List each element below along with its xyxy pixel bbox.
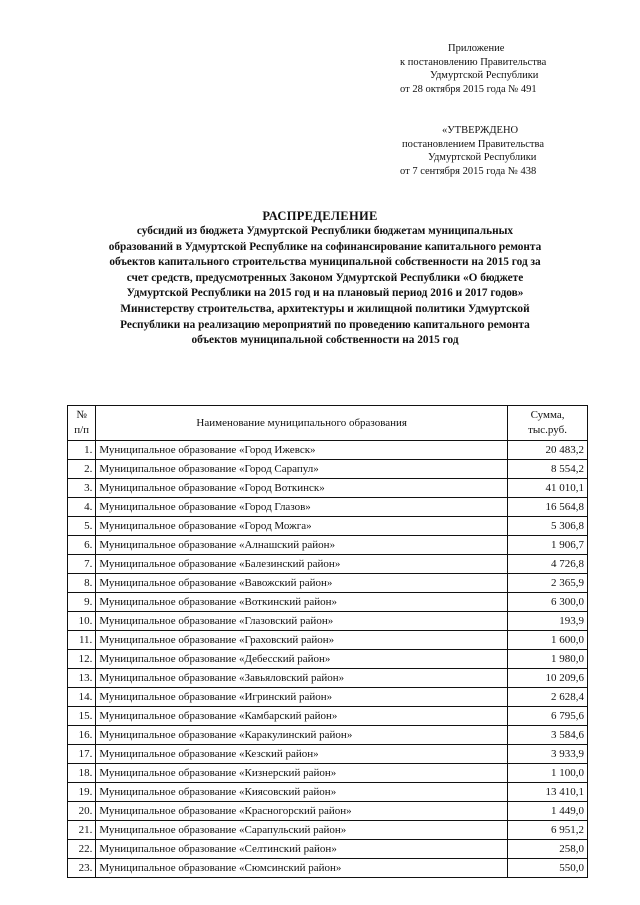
table-body — [68, 441, 588, 878]
row-number: 16. — [68, 726, 96, 745]
table-row — [68, 593, 588, 612]
row-sum: 2 628,4 — [508, 688, 588, 707]
row-number: 19. — [68, 783, 96, 802]
subtitle-line: субсидий из бюджета Удмуртской Республики бюджетам муниципальных — [136, 225, 514, 237]
header-sum-line-2: тыс.руб. — [528, 424, 567, 436]
row-number: 1. — [68, 441, 96, 460]
row-sum: 3 933,9 — [508, 745, 588, 764]
row-name: Муниципальное образование «Завьяловский район» — [96, 669, 508, 688]
row-name: Муниципальное образование «Воткинский район» — [96, 593, 508, 612]
row-number: 23. — [68, 859, 96, 878]
row-sum: 41 010,1 — [508, 479, 588, 498]
row-sum: 6 951,2 — [508, 821, 588, 840]
row-number: 2. — [68, 460, 96, 479]
row-number: 15. — [68, 707, 96, 726]
table-row — [68, 612, 588, 631]
table-row — [68, 859, 588, 878]
row-name: Муниципальное образование «Балезинский район» — [96, 555, 508, 574]
document-title: РАСПРЕДЕЛЕНИЕ — [262, 209, 378, 223]
table-row — [68, 441, 588, 460]
row-name: Муниципальное образование «Сарапульский район» — [96, 821, 508, 840]
row-number: 4. — [68, 498, 96, 517]
subtitle-line: объектов муниципальной собственности на 2015 год — [191, 334, 459, 347]
row-number: 11. — [68, 631, 96, 650]
row-sum: 5 306,8 — [508, 517, 588, 536]
approval-line-4: от 7 сентября 2015 года № 438 — [400, 165, 537, 177]
subsidy-table — [67, 405, 588, 878]
table-row — [68, 498, 588, 517]
row-number: 5. — [68, 517, 96, 536]
header-number — [68, 406, 96, 441]
row-number: 3. — [68, 479, 96, 498]
row-sum: 193,9 — [508, 612, 588, 631]
table-row — [68, 745, 588, 764]
row-sum: 10 209,6 — [508, 669, 588, 688]
subtitle-line: объектов капитального строительства муниципальной собственности на 2015 год за — [109, 256, 541, 269]
table-row — [68, 460, 588, 479]
row-name: Муниципальное образование «Граховский район» — [96, 631, 508, 650]
row-name: Муниципальное образование «Сюмсинский район» — [96, 859, 508, 878]
table-row — [68, 688, 588, 707]
appendix-line-2: к постановлению Правительства — [400, 56, 547, 68]
row-sum: 6 795,6 — [508, 707, 588, 726]
table-row — [68, 840, 588, 859]
row-number: 14. — [68, 688, 96, 707]
row-sum: 6 300,0 — [508, 593, 588, 612]
table-row — [68, 783, 588, 802]
row-sum: 550,0 — [508, 859, 588, 878]
row-sum: 20 483,2 — [508, 441, 588, 460]
row-name: Муниципальное образование «Каракулинский район» — [96, 726, 508, 745]
table-row — [68, 802, 588, 821]
row-name: Муниципальное образование «Вавожский район» — [96, 574, 508, 593]
table-row — [68, 669, 588, 688]
row-number: 21. — [68, 821, 96, 840]
table-row — [68, 821, 588, 840]
row-number: 6. — [68, 536, 96, 555]
row-name: Муниципальное образование «Город Сарапул» — [96, 460, 508, 479]
row-number: 17. — [68, 745, 96, 764]
header-number-line-1: № — [76, 409, 87, 421]
row-number: 9. — [68, 593, 96, 612]
row-number: 13. — [68, 669, 96, 688]
row-number: 18. — [68, 764, 96, 783]
table-row — [68, 555, 588, 574]
row-number: 20. — [68, 802, 96, 821]
subtitle-line: образований в Удмуртской Республике на софинансирование капитального ремонта — [108, 240, 542, 253]
row-sum: 1 906,7 — [508, 536, 588, 555]
row-sum: 1 980,0 — [508, 650, 588, 669]
row-name: Муниципальное образование «Дебесский район» — [96, 650, 508, 669]
row-sum: 8 554,2 — [508, 460, 588, 479]
row-name: Муниципальное образование «Город Ижевск» — [96, 441, 508, 460]
header-name: Наименование муниципального образования — [96, 406, 508, 441]
row-number: 8. — [68, 574, 96, 593]
row-number: 10. — [68, 612, 96, 631]
row-name: Муниципальное образование «Игринский район» — [96, 688, 508, 707]
approval-note — [400, 124, 600, 178]
approval-line-3: Удмуртской Республики — [428, 152, 537, 163]
row-name: Муниципальное образование «Город Воткинск» — [96, 479, 508, 498]
row-sum: 4 726,8 — [508, 555, 588, 574]
row-sum: 16 564,8 — [508, 498, 588, 517]
row-name: Муниципальное образование «Кизнерский район» — [96, 764, 508, 783]
row-sum: 1 100,0 — [508, 764, 588, 783]
row-sum: 258,0 — [508, 840, 588, 859]
table-row — [68, 536, 588, 555]
row-sum: 3 584,6 — [508, 726, 588, 745]
row-name: Муниципальное образование «Город Глазов» — [96, 498, 508, 517]
row-name: Муниципальное образование «Камбарский район» — [96, 707, 508, 726]
header-sum — [508, 406, 588, 441]
appendix-note — [400, 42, 600, 96]
table-row — [68, 574, 588, 593]
appendix-line-1: Приложение — [448, 43, 505, 54]
table-row — [68, 650, 588, 669]
row-name: Муниципальное образование «Город Можга» — [96, 517, 508, 536]
subtitle-line: Министерству строительства, архитектуры и жилищной политики Удмуртской — [120, 302, 530, 315]
row-name: Муниципальное образование «Киясовский район» — [96, 783, 508, 802]
table-row — [68, 726, 588, 745]
appendix-line-3: Удмуртской Республики — [430, 70, 539, 81]
appendix-line-4: от 28 октября 2015 года № 491 — [400, 83, 537, 95]
subtitle-line: Республики на реализацию мероприятий по проведению капитального ремонта — [120, 318, 530, 331]
row-sum: 1 600,0 — [508, 631, 588, 650]
row-sum: 2 365,9 — [508, 574, 588, 593]
row-name: Муниципальное образование «Глазовский район» — [96, 612, 508, 631]
approval-line-2: постановлением Правительства — [402, 138, 545, 150]
table-row — [68, 764, 588, 783]
row-name: Муниципальное образование «Кезский район» — [96, 745, 508, 764]
header-number-line-2: п/п — [74, 424, 90, 436]
subtitle-line: счет средств, предусмотренных Законом Удмуртской Республики «О бюджете — [126, 271, 524, 284]
subtitle-line: Удмуртской Республики на 2015 год и на плановый период 2016 и 2017 годов» — [126, 287, 524, 300]
row-name: Муниципальное образование «Алнашский район» — [96, 536, 508, 555]
approval-line-1: «УТВЕРЖДЕНО — [442, 125, 519, 136]
row-number: 7. — [68, 555, 96, 574]
row-number: 12. — [68, 650, 96, 669]
row-name: Муниципальное образование «Красногорский район» — [96, 802, 508, 821]
table-header-row — [68, 406, 588, 441]
document-subtitle — [60, 224, 590, 349]
table-row — [68, 517, 588, 536]
header-sum-line-1: Сумма, — [530, 409, 565, 421]
row-number: 22. — [68, 840, 96, 859]
row-name: Муниципальное образование «Селтинский район» — [96, 840, 508, 859]
table-row — [68, 707, 588, 726]
row-sum: 1 449,0 — [508, 802, 588, 821]
table-row — [68, 631, 588, 650]
table-row — [68, 479, 588, 498]
row-sum: 13 410,1 — [508, 783, 588, 802]
